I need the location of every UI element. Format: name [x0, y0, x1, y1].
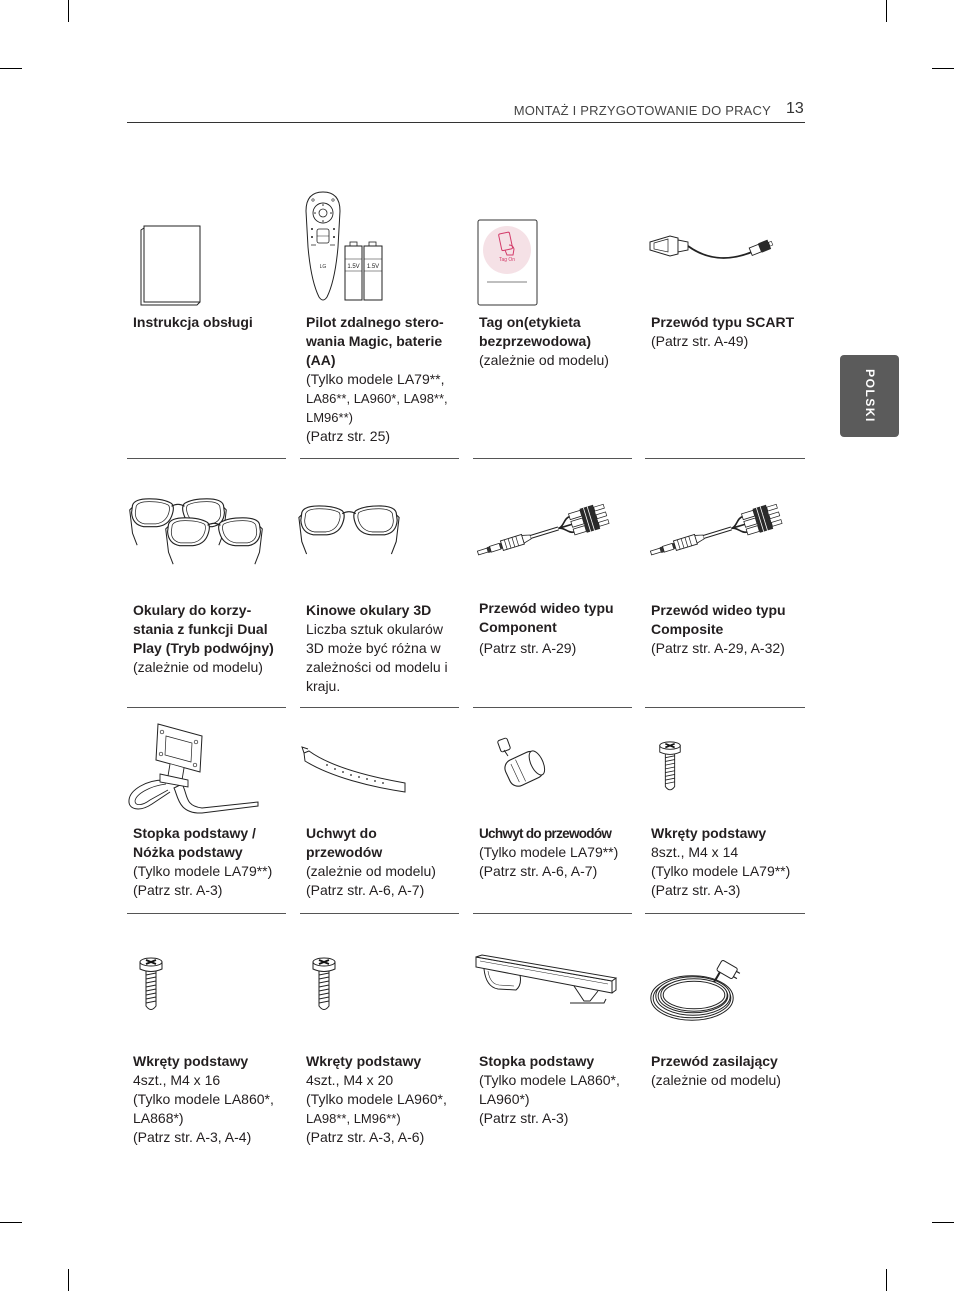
item-stand-screws-m4x16 [133, 1052, 289, 1147]
item-title: Okulary do korzy- [133, 602, 252, 618]
crop-mark [0, 1222, 22, 1223]
item-title: wania Magic, baterie [306, 333, 443, 349]
item-title: Wkręty podstawy [306, 1053, 422, 1069]
item-desc: (Patrz str. A-3, A-6) [306, 1129, 425, 1145]
row-separator [473, 707, 632, 708]
item-desc: (Tylko modele LA960*, [306, 1091, 447, 1107]
item-title: Wkręty podstawy [651, 825, 767, 841]
item-title: Wkręty podstawy [133, 1053, 249, 1069]
item-composite-cable [651, 601, 807, 658]
item-desc: (Patrz str. A-3) [479, 1110, 569, 1126]
item-desc: 3D może być różna w [306, 640, 441, 656]
item-desc: LA86**, LA960*, LA98**, [306, 391, 448, 406]
item-title: Composite [651, 621, 724, 637]
item-scart-cable [651, 313, 807, 351]
item-title: Pilot zdalnego stero- [306, 314, 444, 330]
magic-remote-image [302, 189, 386, 305]
item-stand-screws-m4x20 [306, 1052, 462, 1147]
manual-booklet-image [138, 224, 204, 308]
item-magic-remote [306, 313, 462, 446]
crop-mark [932, 68, 954, 69]
item-title: Uchwyt do [306, 825, 377, 841]
item-title: Stopka podstawy [479, 1053, 595, 1069]
item-dual-play-glasses [133, 601, 289, 677]
item-title: przewodów [306, 844, 383, 860]
item-desc: (Patrz str. A-3, A-4) [133, 1129, 252, 1145]
item-desc: Liczba sztuk okularów [306, 621, 443, 637]
item-desc: LA868*) [133, 1110, 184, 1126]
item-title: Przewód zasilający [651, 1053, 778, 1069]
crop-mark [932, 1222, 954, 1223]
language-tab-label: POLSKI [862, 369, 877, 423]
row-separator [127, 913, 286, 914]
row-separator [473, 913, 632, 914]
item-component-cable [479, 599, 635, 658]
cable-holder-clip-image [496, 736, 554, 794]
item-desc: kraju. [306, 678, 341, 694]
section-title: MONTAŻ I PRZYGOTOWANIE DO PRACY [513, 103, 771, 118]
row-separator [127, 458, 286, 459]
item-desc: LA960*) [479, 1091, 530, 1107]
row-separator [645, 913, 805, 914]
row-separator [127, 707, 286, 708]
item-desc: (Patrz str. A-3) [133, 882, 223, 898]
item-tag-on [479, 313, 635, 370]
item-desc: (Patrz str. A-29, A-32) [651, 640, 785, 656]
item-desc: (Tylko modele LA79**, [306, 371, 445, 387]
item-desc: (Patrz str. A-6, A-7) [479, 863, 598, 879]
item-desc: (zależnie od modelu) [306, 863, 436, 879]
item-cinema-3d-glasses [306, 601, 462, 696]
remote-logo: LG [319, 264, 327, 270]
scart-cable-image [648, 232, 774, 266]
battery-label: 1.5V [366, 264, 380, 270]
row-separator [473, 458, 632, 459]
item-title: Component [479, 619, 557, 635]
crop-mark [68, 1269, 69, 1291]
item-desc: (zależnie od modelu) [133, 659, 263, 675]
item-title: Przewód typu SCART [651, 314, 795, 330]
row-separator [300, 458, 459, 459]
item-title: Kinowe okulary 3D [306, 602, 432, 618]
cinema-3d-glasses-image [296, 503, 402, 559]
item-desc: (Tylko modele LA79**) [651, 863, 791, 879]
stand-screw-image [311, 956, 337, 1014]
dual-play-glasses-image [124, 496, 272, 568]
item-title: Tag on(etykieta [479, 314, 581, 330]
item-desc: (Tylko modele LA860*, [479, 1072, 620, 1088]
item-stand-base [479, 1052, 635, 1128]
item-title: Przewód wideo typu [651, 602, 786, 618]
row-separator [300, 913, 459, 914]
item-desc: LM96**) [306, 410, 353, 425]
item-desc: (Patrz str. 25) [306, 428, 391, 444]
item-desc: (Tylko modele LA79**) [479, 844, 619, 860]
crop-mark [886, 1269, 887, 1291]
page-number: 13 [786, 100, 804, 117]
item-power-cord [651, 1052, 807, 1090]
item-stand-foot [133, 824, 289, 900]
item-desc: (Tylko modele LA79**) [133, 863, 273, 879]
item-title: (AA) [306, 352, 336, 368]
item-desc: 8szt., M4 x 14 [651, 844, 739, 860]
power-cord-image [648, 960, 744, 1024]
crop-mark [68, 0, 69, 22]
row-separator [645, 707, 805, 708]
battery-label: 1.5V [347, 264, 360, 270]
item-stand-screws-m4x14 [651, 824, 807, 900]
crop-mark [0, 68, 22, 69]
cable-holder-strap-image [301, 745, 409, 799]
header-rule [127, 122, 805, 123]
stand-screw-image [655, 740, 685, 794]
item-title: Stopka podstawy / [133, 825, 256, 841]
item-cable-holder-clip [479, 824, 635, 881]
stand-foot-image [126, 720, 262, 818]
item-title: stania z funkcji Dual [133, 621, 268, 637]
item-desc: (Tylko modele LA860*, [133, 1091, 274, 1107]
tag-on-card-image [477, 219, 539, 307]
item-title: Uchwyt do przewodów [479, 826, 612, 841]
item-desc: (Patrz str. A-3) [651, 882, 741, 898]
item-desc: zależności od modelu i [306, 659, 448, 675]
item-desc: (zależnie od modelu) [479, 352, 609, 368]
item-title: Play (Tryb podwójny) [133, 640, 274, 656]
stand-base-image [474, 953, 620, 1007]
item-desc: (Patrz str. A-49) [651, 333, 749, 349]
row-separator [645, 458, 805, 459]
item-desc: 4szt., M4 x 16 [133, 1072, 221, 1088]
item-desc: (Patrz str. A-29) [479, 640, 577, 656]
component-cable-image [470, 498, 612, 570]
item-title: bezprzewodowa) [479, 333, 592, 349]
item-desc: (Patrz str. A-6, A-7) [306, 882, 425, 898]
stand-screw-image [138, 956, 164, 1014]
item-desc: 4szt., M4 x 20 [306, 1072, 394, 1088]
language-tab [840, 355, 899, 437]
item-title: Nóżka podstawy [133, 844, 243, 860]
item-title: Przewód wideo typu [479, 600, 614, 616]
tag-label: Tag On [498, 257, 516, 263]
item-title: Instrukcja obsługi [133, 314, 253, 330]
crop-mark [886, 0, 887, 22]
item-desc: (zależnie od modelu) [651, 1072, 781, 1088]
row-separator [300, 707, 459, 708]
item-cable-holder-strap [306, 824, 462, 900]
item-desc: LA98**, LM96**) [306, 1111, 401, 1126]
item-user-manual [133, 313, 289, 332]
composite-cable-image [643, 498, 785, 570]
